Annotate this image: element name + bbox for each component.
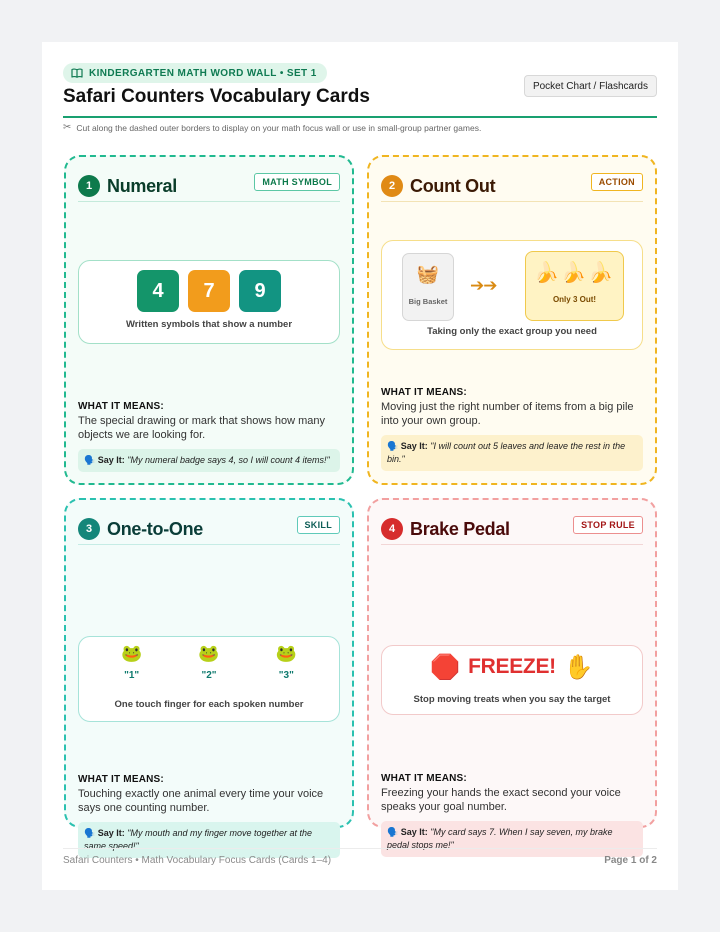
illustration-caption: Written symbols that show a number (125, 319, 293, 330)
bananas-box (525, 251, 624, 321)
numeral-tile: 4 (137, 270, 179, 312)
say-it-label: Say It: (97, 455, 125, 465)
card-term: Numeral (107, 175, 177, 196)
pocket-chart-button[interactable]: Pocket Chart / Flashcards (524, 75, 657, 97)
scissors-icon: ✂ (63, 122, 72, 133)
frog-counter (261, 644, 311, 681)
numeral-illustration (78, 260, 340, 344)
card-term: Count Out (410, 175, 496, 196)
count-out-illustration (381, 240, 643, 350)
meaning-label: WHAT IT MEANS: (78, 401, 164, 412)
card-tag: STOP RULE (573, 516, 643, 534)
worksheet-page (42, 42, 678, 890)
meaning-block (381, 387, 643, 428)
card-term: Brake Pedal (410, 518, 510, 539)
illustration-caption: One touch finger for each spoken number (114, 699, 304, 710)
meaning-label: WHAT IT MEANS: (381, 387, 467, 398)
book-icon (71, 68, 83, 78)
brake-pedal-illustration (381, 645, 643, 715)
frog-count: "2" (201, 670, 217, 681)
meaning-text: Freezing your hands the exact second your voice speaks your goal number. (381, 787, 621, 813)
stop-sign-icon: 🛑 (430, 653, 461, 681)
basket-icon: 🧺 (416, 264, 440, 285)
frog-icon: 🐸 (121, 644, 143, 664)
frog-icon: 🐸 (275, 644, 297, 664)
illustration-caption: Taking only the exact group you need (427, 326, 597, 337)
say-it-quote: "I will count out 5 leaves and leave the rest in the bin." (387, 441, 626, 464)
basket-box (402, 253, 454, 321)
meaning-block (381, 773, 643, 814)
say-it-box (381, 435, 643, 471)
card-tag: MATH SYMBOL (254, 173, 340, 191)
frog-counter (184, 644, 234, 681)
card-divider (381, 544, 643, 545)
meaning-label: WHAT IT MEANS: (381, 773, 467, 784)
illustration-caption: Stop moving treats when you say the target (413, 694, 611, 705)
speaking-head-icon: 🗣️ (84, 455, 96, 465)
meaning-text: Moving just the right number of items from a big pile into your own group. (381, 401, 634, 427)
frog-counter (107, 644, 157, 681)
meaning-text: Touching exactly one animal every time your voice says one counting number. (78, 788, 324, 814)
speaking-head-icon: 🗣️ (84, 828, 96, 838)
page-title: Safari Counters Vocabulary Cards (63, 86, 370, 107)
say-it-box (78, 449, 340, 472)
card-tag: ACTION (591, 173, 643, 191)
meaning-text: The special drawing or mark that shows how many objects we are looking for. (78, 415, 325, 441)
card-term: One-to-One (107, 518, 203, 539)
numeral-tile: 9 (239, 270, 281, 312)
say-it-label: Say It: (400, 441, 428, 451)
header-divider (63, 116, 657, 118)
card-divider (78, 201, 340, 202)
page-number: Page 1 of 2 (604, 855, 657, 866)
meaning-block (78, 401, 340, 442)
card-header (381, 169, 643, 203)
footer-series-text: Safari Counters • Math Vocabulary Focus Cards (Cards 1–4) (63, 855, 332, 866)
card-number: 1 (78, 175, 100, 197)
frog-icon: 🐸 (198, 644, 220, 664)
cut-instructions (63, 122, 481, 133)
card-header (78, 512, 340, 546)
freeze-text: FREEZE! (468, 655, 556, 678)
card-tag: SKILL (297, 516, 341, 534)
card-number: 2 (381, 175, 403, 197)
vocab-card-one-to-one (64, 498, 354, 851)
vocab-card-count-out (367, 155, 657, 485)
bananas-label: Only 3 Out! (552, 295, 597, 304)
instructions-text: Cut along the dashed outer borders to display on your math focus wall or use in small-group partner games. (76, 122, 482, 133)
numeral-tile: 7 (188, 270, 230, 312)
card-header (381, 512, 643, 546)
speaking-head-icon: 🗣️ (387, 441, 399, 451)
card-number: 4 (381, 518, 403, 540)
card-divider (78, 544, 340, 545)
say-it-quote: "My mouth and my finger move together at the same speed!" (84, 828, 313, 851)
frog-count: "3" (278, 670, 294, 681)
arrow-right-icon: ➔➔ (470, 276, 497, 296)
basket-label: Big Basket (408, 297, 448, 306)
vocab-card-brake-pedal (367, 498, 657, 850)
card-header (78, 169, 340, 203)
page-footer (63, 848, 657, 866)
one-to-one-illustration (78, 636, 340, 722)
card-divider (381, 201, 643, 202)
frog-count: "1" (124, 670, 140, 681)
say-it-label: Say It: (400, 827, 428, 837)
meaning-label: WHAT IT MEANS: (78, 774, 164, 785)
say-it-quote: "My numeral badge says 4, so I will count 4 items!" (127, 455, 330, 465)
set-badge (63, 63, 327, 83)
raised-hand-icon: ✋ (563, 653, 594, 681)
say-it-label: Say It: (97, 828, 125, 838)
say-it-quote: "My card says 7. When I say seven, my brake pedal stops me!" (387, 827, 613, 850)
vocab-card-numeral (64, 155, 354, 485)
card-number: 3 (78, 518, 100, 540)
meaning-block (78, 774, 340, 815)
set-badge-text: KINDERGARTEN MATH WORD WALL • SET 1 (89, 67, 317, 79)
speaking-head-icon: 🗣️ (387, 827, 399, 837)
banana-icon: 🍌🍌🍌 (534, 260, 615, 284)
